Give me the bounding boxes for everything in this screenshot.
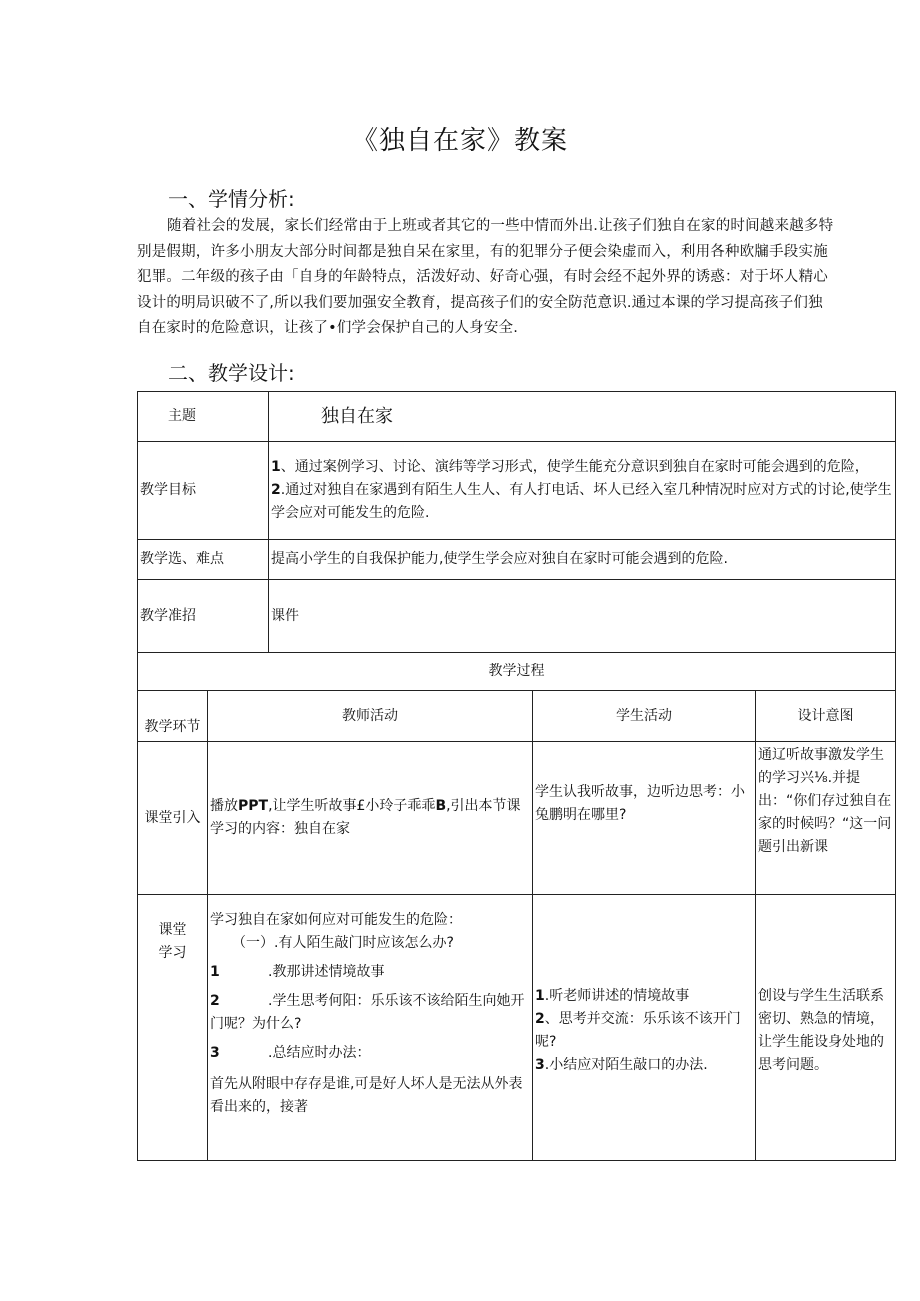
teacher-step-1-text: .教那讲述情境故事 [268, 964, 385, 980]
document-title: 《独自在家》教案 [351, 126, 568, 156]
topic-row [138, 392, 896, 442]
keypoints-value: 提高小学生的自我保护能力,使学生学会应对独自在家时可能会遇到的危险. [269, 540, 896, 580]
goal-2-number: 2 [271, 482, 281, 498]
learning-intent: 创设与学生生活联系密切、熟急的情境，让学生能设身处地的思考问题。 [756, 895, 896, 1161]
keypoints-label: 教学选、难点 [138, 540, 269, 580]
student-step-3 [535, 1054, 753, 1077]
col-header-teacher: 教师活动 [208, 691, 533, 742]
teacher-step-2-number: 2 [210, 993, 220, 1009]
intro-row [138, 742, 896, 895]
intro-teacher-b: B [435, 798, 447, 814]
learning-teacher [208, 895, 533, 1161]
teacher-step-3-number: 3 [210, 1045, 220, 1061]
goals-label: 教学目标 [138, 442, 269, 540]
analysis-text: 随着社会的发展，家长们经常由于上班或者其它的一些中情而外出.让孩子们独自在家的时间越来越多特别是假期，许多小朋友大部分时间都是独自呆在家里，有的犯罪分子便会染虚而入，利用各种欧牖手段实施犯罪。二年级的孩子由「自身的年龄特点，活泼好动、好奇心强，有时会经不起外界的诱惑：对于坏人精心设计的明局识破不了,所以我们要加强安全教育，提高孩子们的安全防范意识.通过本课的学习提高孩子们独自在家时的危险意识，让孩了•们学会保护自己的人身安全. [137, 218, 834, 336]
learning-student [533, 895, 756, 1161]
learning-stage [138, 895, 208, 1161]
student-step-1 [535, 985, 753, 1008]
student-step-3-number: 3 [535, 1057, 545, 1073]
student-step-1-number: 1 [535, 988, 545, 1004]
intro-teacher-text-e: ,引出本节课学习的内容：独自在家 [210, 798, 521, 837]
lesson-plan-table [137, 391, 896, 1161]
intro-teacher-text-a: 播放 [210, 798, 238, 814]
learning-stage-line-2: 学习 [158, 945, 187, 961]
topic-label: 主题 [138, 392, 269, 442]
learning-teacher-subtopic: （一）.有人陌生敲门时应该怎么办? [232, 935, 454, 951]
teacher-step-2-text: .学生思考何阳：乐乐该不该给陌生向她开门呢？为什么? [210, 993, 525, 1032]
analysis-paragraph [137, 214, 837, 342]
preparation-value: 课件 [269, 580, 896, 653]
student-step-2-number: 2 [535, 1011, 545, 1027]
col-header-intent: 设计意图 [756, 691, 896, 742]
intro-teacher-ppt: PPT [238, 798, 269, 814]
student-step-3-text: .小结应对陌生敲口的办法. [544, 1057, 708, 1073]
col-header-stage: 教学环节 [138, 691, 208, 742]
intro-stage: 课堂引入 [138, 742, 208, 895]
process-header-row [138, 691, 896, 742]
learning-row [138, 895, 896, 1161]
learning-teacher-ending: 首先从附眼中存存是谁,可是好人坏人是无法从外表看出来的，接著 [210, 1076, 523, 1115]
goals-value [269, 442, 896, 540]
goals-row [138, 442, 896, 540]
student-step-2-text: 、思考并交流：乐乐该不该开门呢? [535, 1011, 741, 1050]
goal-1-text: 、通过案例学习、讨论、演纬等学习形式，使学生能充分意识到独自在家时可能会遇到的危险， [280, 459, 869, 475]
topic-value: 独自在家 [269, 392, 896, 442]
learning-stage-line-1: 课堂 [158, 922, 187, 938]
intro-teacher [208, 742, 533, 895]
teacher-step-1-number: 1 [210, 964, 220, 980]
intro-student: 学生认我听故事，边听边思考：小兔鹏明在哪里? [533, 742, 756, 895]
process-title-row [138, 653, 896, 691]
teacher-step-2 [210, 990, 530, 1036]
goal-2 [271, 479, 893, 525]
section-heading-analysis: 一、学情分析: [168, 187, 295, 211]
intro-teacher-text-c: ,让学生听故事£小玲子乖乖 [268, 798, 436, 814]
section-heading-design: 二、教学设计: [168, 361, 295, 385]
process-title: 教学过程 [138, 653, 896, 691]
keypoints-row [138, 540, 896, 580]
preparation-label: 教学准招 [138, 580, 269, 653]
teacher-step-1 [210, 961, 530, 984]
preparation-row [138, 580, 896, 653]
teacher-step-3-text: .总结应时办法： [268, 1045, 371, 1061]
student-step-1-text: .听老师讲述的情境故事 [544, 988, 690, 1004]
goal-1-number: 1 [271, 459, 281, 475]
student-step-2 [535, 1008, 753, 1054]
learning-teacher-intro: 学习独自在家如何应对可能发生的危险： [210, 912, 462, 928]
goal-1 [271, 456, 893, 479]
teacher-step-3 [210, 1042, 530, 1065]
intro-intent: 通辽听故事激发学生的学习兴⅛.并提出：“你们存过独自在家的时候吗？“这一问题引出新课 [756, 742, 896, 895]
col-header-student: 学生活动 [533, 691, 756, 742]
goal-2-text: .通过对独自在家遇到有陌生人生人、有人打电话、坏人已经入室几种情况时应对方式的讨论,使学生学会应对可能发生的危险. [271, 482, 892, 521]
